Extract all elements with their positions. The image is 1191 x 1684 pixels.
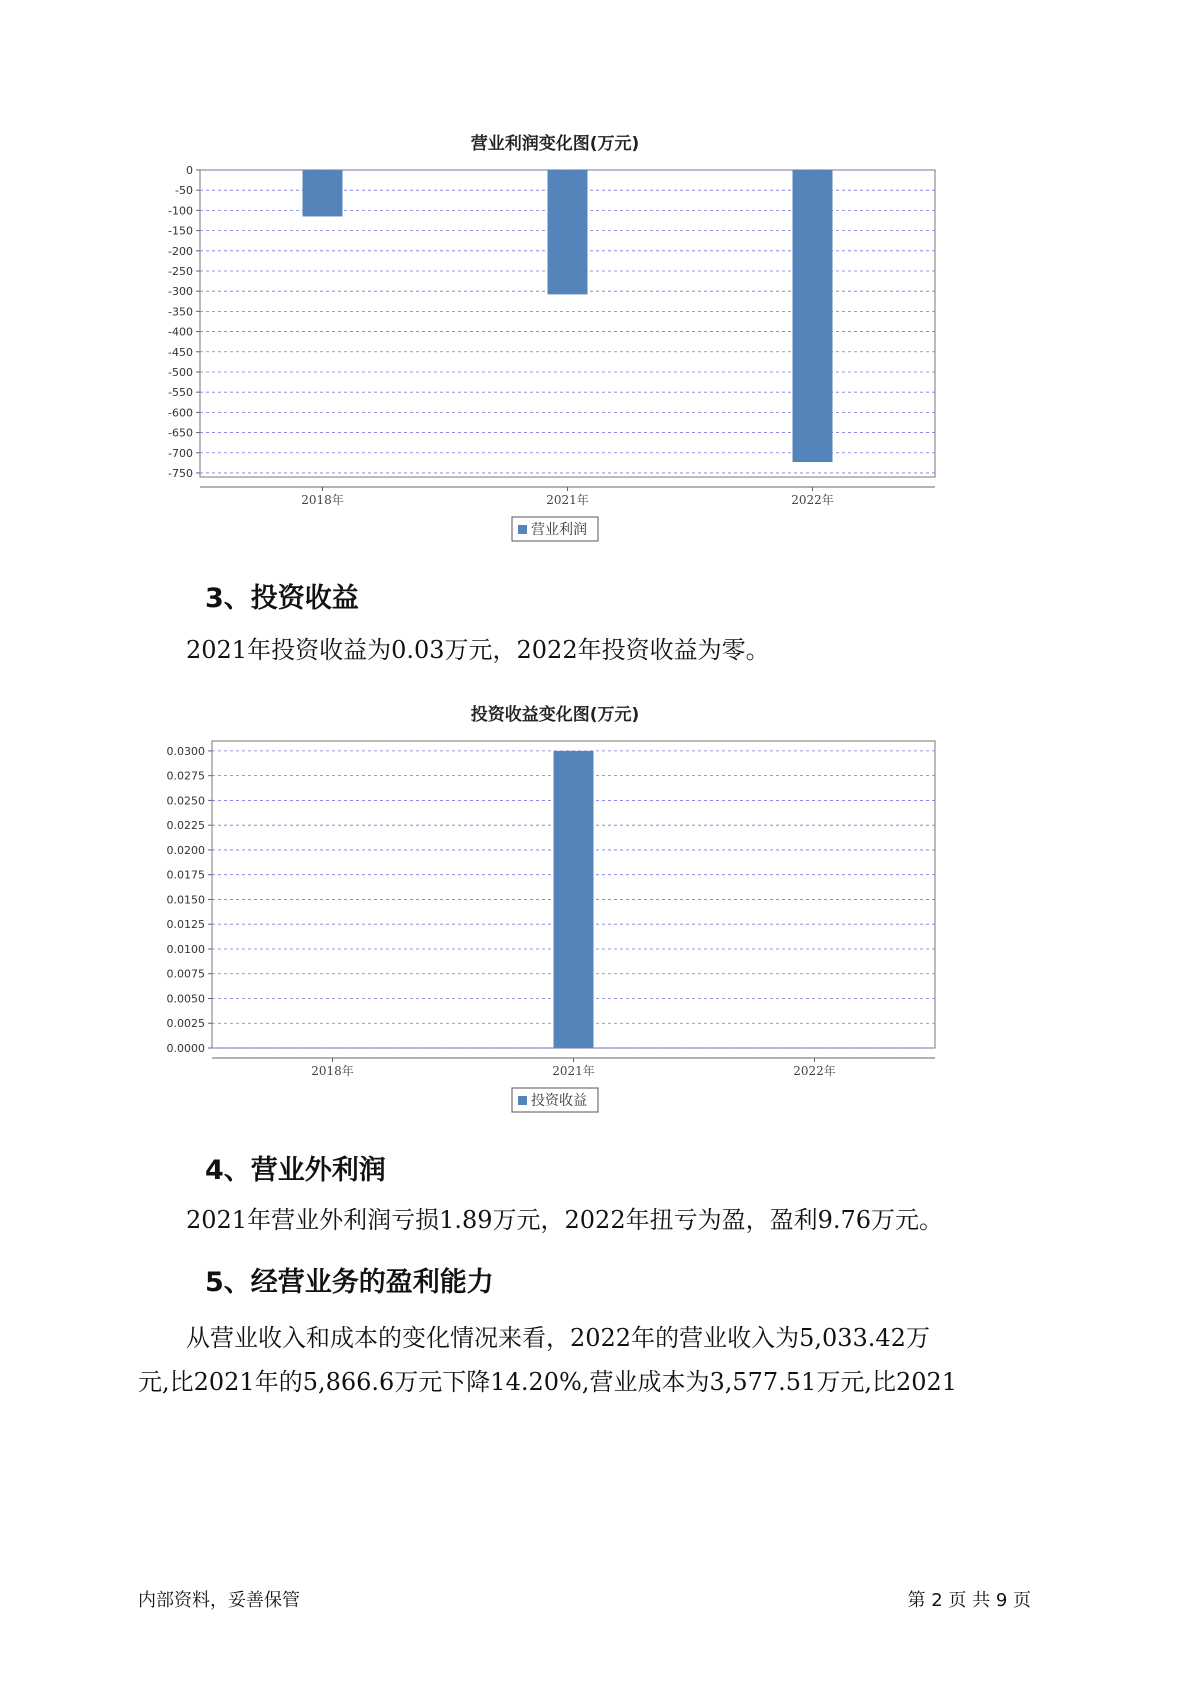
investment-income-chart-svg: [150, 696, 1030, 1121]
legend-label: 投资收益: [531, 1093, 587, 1109]
section-5-line-1: 从营业收入和成本的变化情况来看，2022年的营业收入为5,033.42万: [186, 1324, 930, 1352]
y-tick-label: 0.0175: [166, 868, 205, 882]
y-tick-label: 0.0125: [166, 918, 205, 932]
y-tick-label: -300: [168, 285, 193, 299]
bar: [554, 751, 594, 1048]
y-tick-label: -200: [168, 244, 193, 258]
x-tick-label: 2018年: [311, 1064, 354, 1078]
bar: [548, 170, 588, 294]
chart-title: 投资收益变化图(万元): [470, 705, 640, 725]
y-tick-label: 0.0050: [166, 992, 205, 1006]
section-5-heading: 5、经营业务的盈利能力: [205, 1267, 494, 1298]
y-tick-label: 0: [186, 164, 193, 177]
legend-label: 营业利润: [531, 522, 587, 538]
y-tick-label: -350: [168, 305, 193, 319]
y-tick-label: -700: [168, 446, 193, 460]
chart-title: 营业利润变化图(万元): [470, 134, 640, 154]
section-5-line-2: 元,比2021年的5,866.6万元下降14.20%,营业成本为3,577.51万元,比2021: [138, 1368, 958, 1396]
operating-profit-chart: [150, 125, 1030, 550]
y-tick-label: 0.0000: [166, 1042, 205, 1055]
y-tick-label: -100: [168, 204, 193, 218]
y-tick-label: 0.0075: [166, 967, 205, 981]
y-tick-label: -450: [168, 345, 193, 359]
y-tick-label: -600: [168, 406, 193, 420]
y-tick-label: -500: [168, 365, 193, 379]
x-tick-label: 2021年: [552, 1064, 595, 1078]
legend-swatch: [518, 1096, 527, 1105]
y-tick-label: 0.0300: [166, 744, 205, 758]
legend-swatch: [518, 525, 527, 534]
y-tick-label: 0.0225: [166, 819, 205, 833]
section-4-heading: 4、营业外利润: [205, 1155, 386, 1186]
section-3-heading: 3、投资收益: [205, 583, 359, 614]
x-tick-label: 2022年: [793, 1064, 836, 1078]
y-tick-label: 0.0025: [166, 1017, 205, 1031]
footer-page-number: 第 2 页 共 9 页: [907, 1590, 1031, 1611]
y-tick-label: -750: [168, 466, 193, 480]
y-tick-label: 0.0250: [166, 794, 205, 808]
bar: [303, 170, 343, 216]
x-tick-label: 2018年: [301, 493, 344, 507]
y-tick-label: -550: [168, 386, 193, 400]
bar: [793, 170, 833, 462]
footer-left: 内部资料，妥善保管: [138, 1590, 300, 1611]
y-tick-label: 0.0200: [166, 843, 205, 857]
y-tick-label: 0.0275: [166, 769, 205, 783]
x-tick-label: 2022年: [791, 493, 834, 507]
y-tick-label: 0.0100: [166, 942, 205, 956]
y-tick-label: -400: [168, 325, 193, 339]
section-3-text: 2021年投资收益为0.03万元，2022年投资收益为零。: [186, 636, 770, 664]
x-tick-label: 2021年: [546, 493, 589, 507]
operating-profit-chart-svg: [150, 125, 1030, 550]
y-tick-label: 0.0150: [166, 893, 205, 907]
section-4-text: 2021年营业外利润亏损1.89万元，2022年扭亏为盈，盈利9.76万元。: [186, 1206, 944, 1234]
y-tick-label: -50: [175, 184, 193, 198]
y-tick-label: -150: [168, 224, 193, 238]
y-tick-label: -650: [168, 426, 193, 440]
y-tick-label: -250: [168, 264, 193, 278]
investment-income-chart: [150, 696, 1030, 1121]
